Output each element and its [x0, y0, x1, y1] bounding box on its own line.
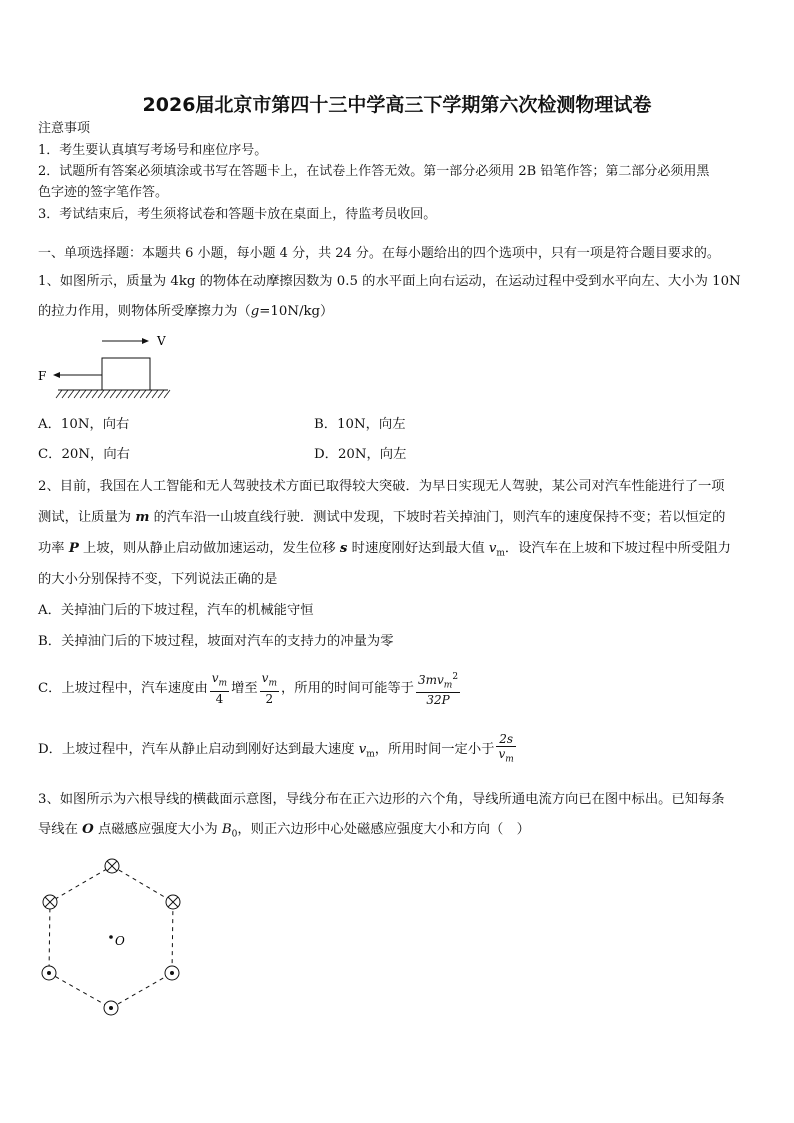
q2-text: 功率	[38, 541, 69, 556]
q1-option-c: C．20N，向右	[38, 447, 130, 462]
q3-b-symbol: B	[221, 822, 232, 837]
q3-o-symbol: O	[82, 822, 94, 837]
q2-stem-line3	[38, 541, 731, 562]
q2-stem-line2	[38, 510, 725, 526]
force-label: F	[38, 369, 47, 383]
q2-vm-symbol: v	[488, 541, 497, 556]
wire-into-page-icon	[105, 859, 119, 873]
fraction-vm-over-4	[210, 671, 229, 705]
q1-g-symbol: g	[250, 304, 260, 319]
q2-vm-subscript: m	[496, 548, 505, 559]
frac-sub: m	[505, 754, 514, 765]
wire-into-page-icon	[166, 895, 180, 909]
frac-den: 2	[265, 691, 274, 706]
q3-b-subscript: 0	[231, 829, 238, 840]
q2-text: ．设汽车在上坡和下坡过程中所受阻力	[504, 541, 731, 556]
frac-sub: m	[268, 678, 277, 689]
notice-item-3: 3．考试结束后，考生须将试卷和答题卡放在桌面上，待监考员收回。	[38, 207, 437, 222]
q2-c-text: 增至	[231, 681, 258, 696]
notice-item-1: 1．考生要认真填写考场号和座位序号。	[38, 143, 268, 158]
q1-stem-line1: 1、如图所示，质量为 4kg 的物体在动摩擦因数为 0.5 的水平面上向右运动，在运动过程中受到水平向左、大小为 10N	[38, 274, 741, 289]
q2-text: 时速度刚好达到最大值	[347, 541, 489, 556]
frac-num: 2s	[496, 732, 515, 747]
q2-s-symbol: s	[339, 541, 348, 556]
q2-text: 上坡，则从静止启动做加速运动，发生位移	[78, 541, 340, 556]
section-heading: 一、单项选择题：本题共 6 小题，每小题 4 分，共 24 分。在每小题给出的四个选项中，只有一项是符合题目要求的。	[38, 246, 720, 261]
fraction-2s-over-vm	[496, 732, 515, 766]
hexagon-wires-figure	[38, 855, 188, 1020]
q3-stem-line1: 3、如图所示为六根导线的横截面示意图，导线分布在正六边形的六个角，导线所通电流方向已在图中标出。已知每条	[38, 792, 725, 807]
velocity-label: V	[157, 334, 166, 348]
q3-text: 点磁感应强度大小为	[93, 822, 222, 837]
q3-text: ，则正六边形中心处磁感应强度大小和方向（ ）	[237, 822, 530, 837]
q2-p-symbol: P	[68, 541, 79, 556]
q1-option-d: D．20N，向左	[314, 447, 407, 462]
q2-text: 的汽车沿一山坡直线行驶．测试中发现，下坡时若关掉油门，则汽车的速度保持不变；若以恒定的	[149, 510, 726, 525]
fraction-vm-over-2	[260, 671, 279, 705]
frac-den: 32P	[426, 693, 450, 708]
notice-item-2-cont: 色字迹的签字笔作答。	[38, 185, 169, 200]
q2-c-text: C．上坡过程中，汽车速度由	[38, 681, 208, 696]
q2-d-text: ，所用时间一定小于	[374, 742, 495, 757]
q2-m-symbol: m	[135, 510, 150, 525]
frac-den: v	[498, 747, 506, 762]
q1-block-figure	[36, 332, 176, 402]
q2-option-c	[38, 669, 462, 709]
q2-stem-line4: 的大小分别保持不变，下列说法正确的是	[38, 572, 278, 587]
q1-stem-line2	[38, 304, 333, 320]
q2-d-vm-sub: m	[366, 749, 375, 760]
q2-text: 测试，让质量为	[38, 510, 136, 525]
q2-option-d	[38, 730, 518, 775]
q1-option-b: B．10N，向左	[314, 417, 406, 432]
q2-option-b: B．关掉油门后的下坡过程，坡面对汽车的支持力的冲量为零	[38, 634, 394, 649]
notice-item-2: 2．试题所有答案必须填涂或书写在答题卡上，在试卷上作答无效。第一部分必须用 2B 铅笔作答；第二部分必须用黑	[38, 164, 710, 179]
q2-stem-line1: 2、目前，我国在人工智能和无人驾驶技术方面已取得较大突破．为早日实现无人驾驶，某公司对汽车性能进行了一项	[38, 479, 725, 494]
velocity-arrowhead	[142, 338, 149, 344]
center-point	[109, 935, 113, 939]
frac-num: 3mv	[417, 672, 444, 687]
ground-hatching	[56, 390, 170, 398]
fraction-3mvm2-over-32p	[416, 670, 460, 707]
frac-sub: m	[218, 678, 228, 689]
q3-text: 导线在	[38, 822, 83, 837]
block	[102, 358, 150, 390]
frac-num: v	[261, 671, 269, 686]
frac-den: 4	[215, 691, 224, 706]
q1-option-a: A．10N，向右	[38, 417, 130, 432]
q2-d-text: D．上坡过程中，汽车从静止启动到刚好达到最大速度	[38, 742, 359, 757]
q2-option-a: A．关掉油门后的下坡过程，汽车的机械能守恒	[38, 603, 314, 618]
page-title: 2026届北京市第四十三中学高三下学期第六次检测物理试卷	[142, 94, 652, 116]
q1-stem-text: 的拉力作用，则物体所受摩擦力为（	[38, 304, 251, 319]
frac-superscript: 2	[452, 671, 459, 682]
q2-d-vm: v	[358, 742, 367, 757]
q2-c-text: ，所用的时间可能等于	[281, 681, 414, 696]
wire-out-of-page-icon	[165, 966, 179, 980]
wire-out-of-page-icon	[42, 966, 56, 980]
q3-stem-line2	[38, 822, 530, 843]
frac-sub: m	[443, 680, 453, 691]
frac-num: v	[211, 671, 219, 686]
q1-stem-text-end: =10N/kg）	[259, 304, 334, 319]
force-arrowhead	[53, 372, 60, 378]
wire-out-of-page-icon	[104, 1001, 118, 1015]
center-label: O	[115, 934, 125, 948]
wire-into-page-icon	[43, 895, 57, 909]
notice-heading: 注意事项	[38, 121, 91, 136]
